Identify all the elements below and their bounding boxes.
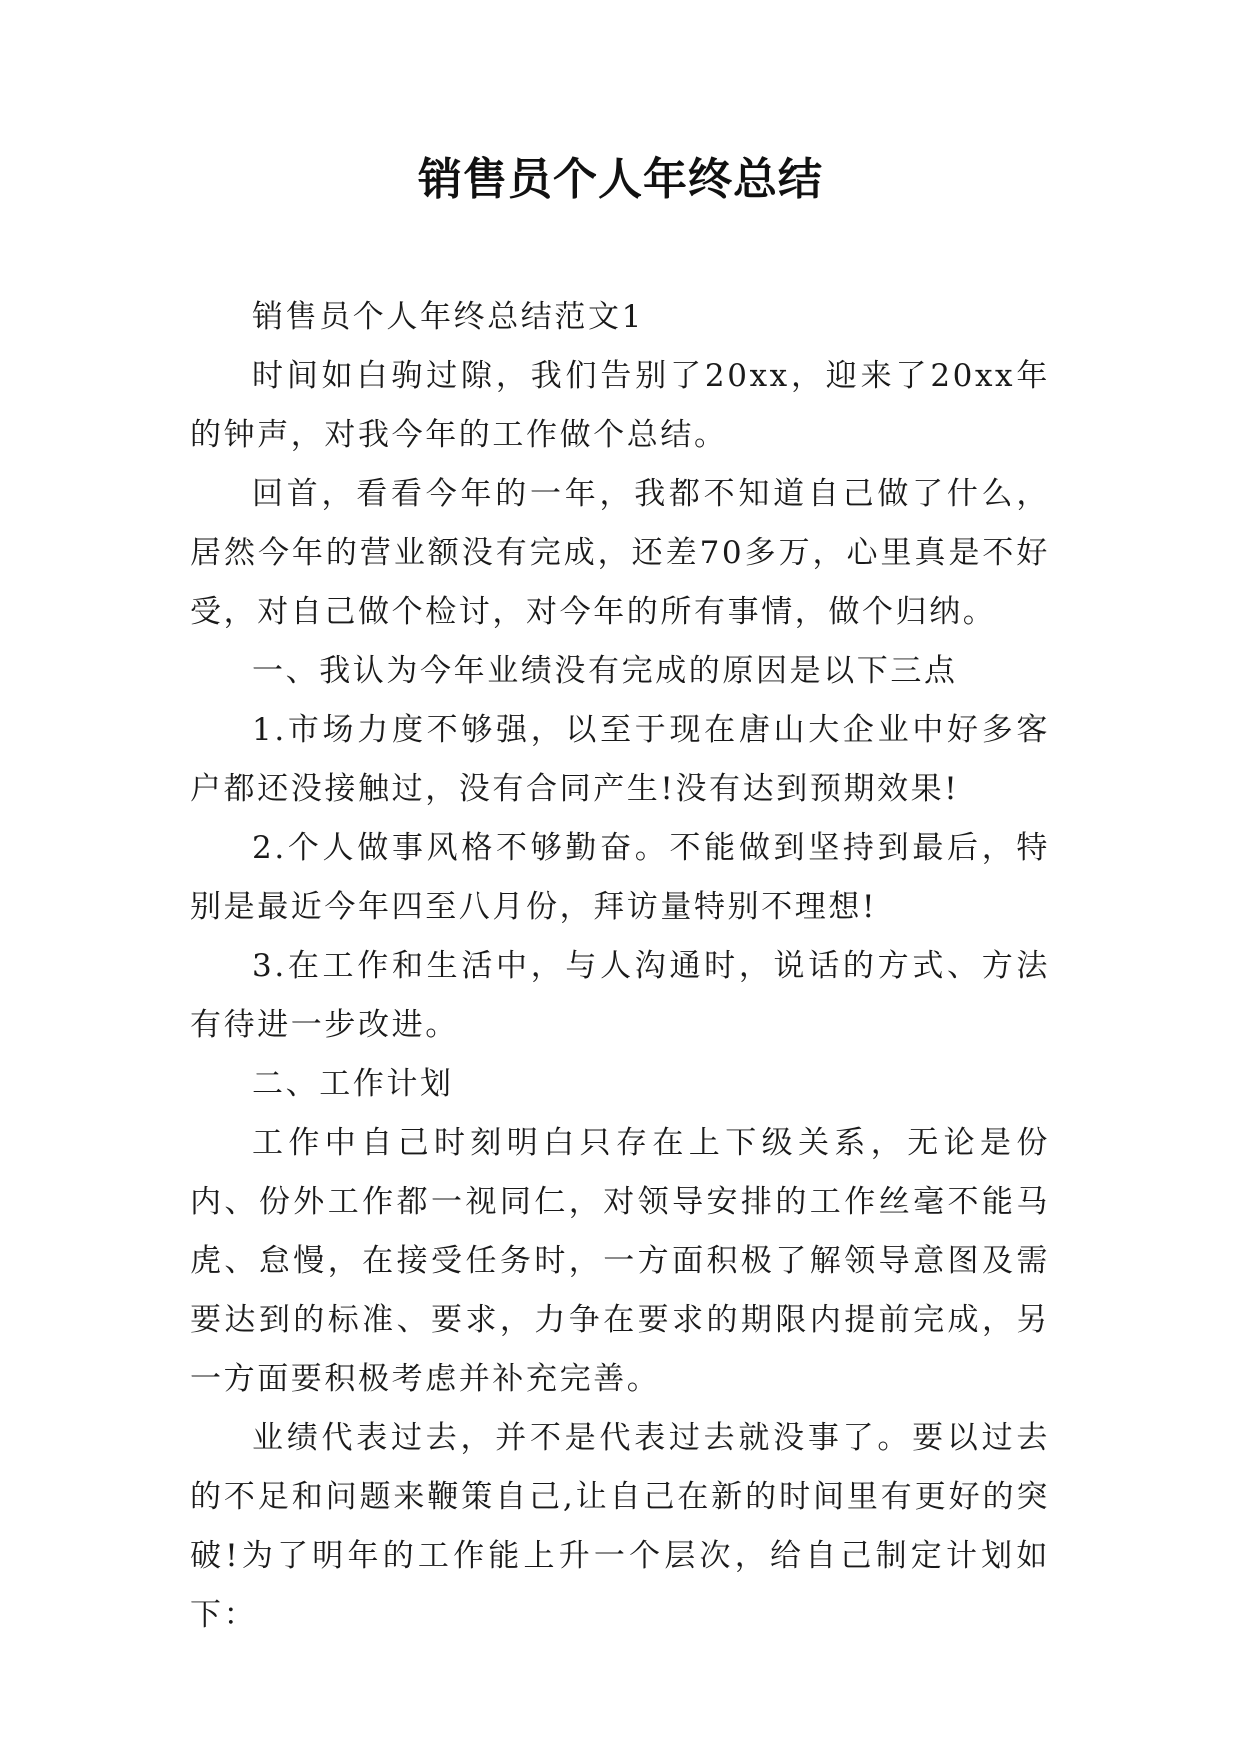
paragraph-work-attitude: 工作中自己时刻明白只存在上下级关系，无论是份内、份外工作都一视同仁，对领导安排的工作丝毫不能马虎、怠慢，在接受任务时，一方面积极了解领导意图及需要达到的标准、要求，力争在要求的期限内提前完成，另一方面要积极考虑并补充完善。 [190,1125,1050,1397]
section-heading-reasons: 一、我认为今年业绩没有完成的原因是以下三点 [252,653,958,689]
paragraph-performance: 业绩代表过去，并不是代表过去就没事了。要以过去的不足和问题来鞭策自己,让自己在新的时间里有更好的突破!为了明年的工作能上升一个层次，给自己制定计划如下： [190,1420,1050,1633]
list-item-reason-1: 1.市场力度不够强，以至于现在唐山大企业中好多客户都还没接触过，没有合同产生!没有达到预期效果! [190,712,1050,807]
paragraph-intro: 时间如白驹过隙，我们告别了20xx，迎来了20xx年的钟声，对我今年的工作做个总结。 [190,358,1050,453]
list-item-reason-3: 3.在工作和生活中，与人沟通时，说话的方式、方法有待进一步改进。 [190,948,1050,1043]
paragraph-review: 回首，看看今年的一年，我都不知道自己做了什么，居然今年的营业额没有完成，还差70多万，心里真是不好受，对自己做个检讨，对今年的所有事情，做个归纳。 [190,476,1050,630]
document-body [190,288,1050,1645]
list-item-reason-2: 2.个人做事风格不够勤奋。不能做到坚持到最后，特别是最近今年四至八月份，拜访量特别不理想! [190,830,1050,925]
document-title: 销售员个人年终总结 [418,154,823,205]
section-heading-plan: 二、工作计划 [252,1066,454,1102]
paragraph-subtitle: 销售员个人年终总结范文1 [252,299,644,335]
